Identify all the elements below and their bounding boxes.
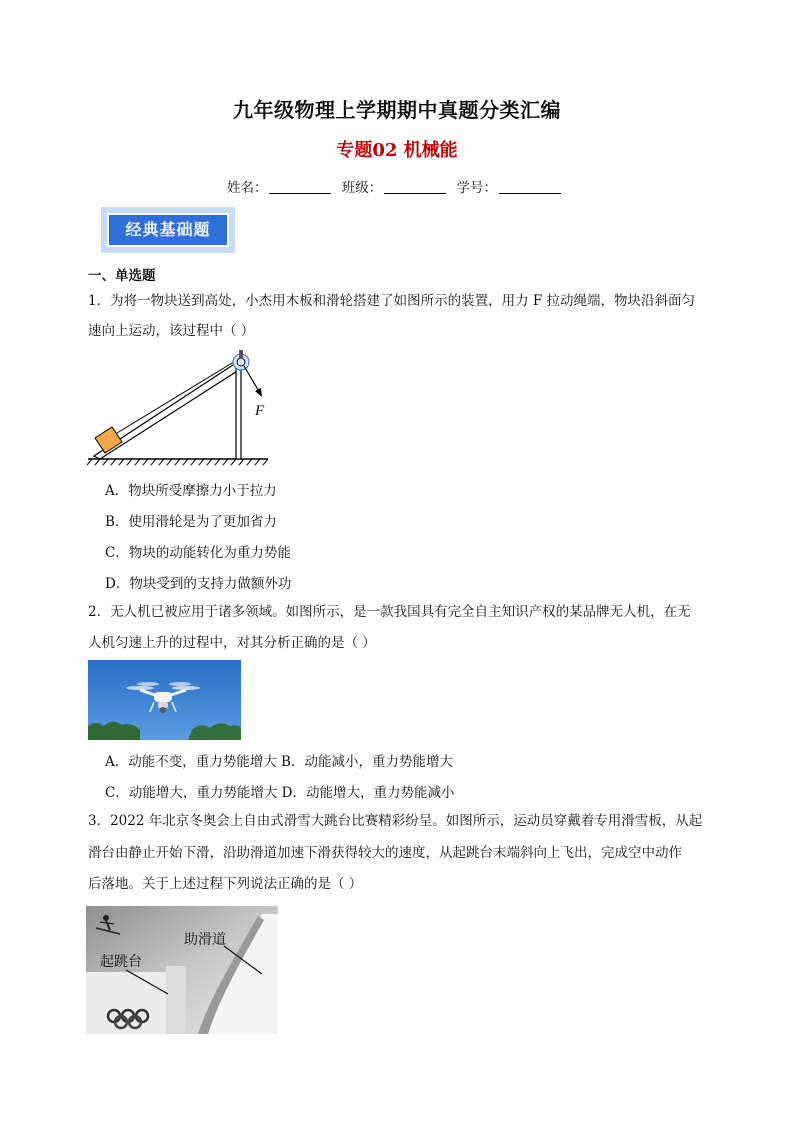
- q2-options-ab[interactable]: A．动能不变，重力势能增大 B．动能减小，重力势能增大: [105, 754, 453, 770]
- question-2-line-2: 人机匀速上升的过程中，对其分析正确的是（ ）: [88, 635, 376, 651]
- ramp-label: 助滑道: [184, 932, 226, 948]
- id-blank[interactable]: [499, 181, 561, 194]
- ski-jump-photo: [86, 906, 278, 1034]
- page-title: 九年级物理上学期期中真题分类汇编: [233, 98, 561, 122]
- q1-option-a[interactable]: A．物块所受摩擦力小于拉力: [105, 483, 277, 499]
- section-badge: [101, 207, 235, 253]
- question-3-line-1: 3．2022 年北京冬奥会上自由式滑雪大跳台比赛精彩纷呈。如图所示，运动员穿戴着专用滑雪板，从起: [88, 813, 703, 829]
- force-label: F: [255, 403, 265, 419]
- section-badge-label: 经典基础题: [107, 213, 229, 247]
- rope: [117, 360, 237, 433]
- support-post: [236, 364, 241, 459]
- section-heading: 一、单选题: [88, 268, 156, 284]
- question-3-line-3: 后落地。关于上述过程下列说法正确的是（ ）: [88, 876, 363, 892]
- question-1-line-1: 1．为将一物块送到高处，小杰用木板和滑轮搭建了如图所示的装置，用力 F 拉动绳端，物块沿斜面匀: [88, 293, 696, 309]
- question-1-line-2: 速向上运动，该过程中（ ）: [88, 323, 255, 339]
- student-info-line: [0, 176, 794, 196]
- q1-option-c[interactable]: C．物块的动能转化为重力势能: [105, 545, 291, 561]
- id-label: 学号：: [456, 180, 498, 196]
- question-2-line-1: 2．无人机已被应用于诸多领域。如图所示，是一款我国具有完全自主知识产权的某品牌无人机，在无: [88, 604, 691, 620]
- question-3-line-2: 滑台由静止开始下滑，沿助滑道加速下滑获得较大的速度，从起跳台末端斜向上飞出，完成空中动作: [88, 845, 682, 861]
- name-label: 姓名：: [226, 180, 268, 196]
- class-blank[interactable]: [384, 181, 446, 194]
- force-arrow: [244, 366, 260, 393]
- class-label: 班级：: [341, 180, 383, 196]
- q1-option-d[interactable]: D．物块受到的支持力做额外功: [105, 576, 292, 592]
- block: [95, 427, 122, 453]
- page-subtitle: 专题02 机械能: [336, 140, 458, 161]
- drone-photo: [88, 660, 241, 740]
- q2-options-cd[interactable]: C．动能增大，重力势能增大 D．动能增大，重力势能减小: [105, 785, 455, 801]
- takeoff-label: 起跳台: [100, 954, 142, 970]
- ground-hatch: [87, 459, 268, 465]
- name-blank[interactable]: [269, 181, 331, 194]
- incline-pulley-figure: [86, 346, 270, 468]
- q1-option-b[interactable]: B．使用滑轮是为了更加省力: [105, 514, 277, 530]
